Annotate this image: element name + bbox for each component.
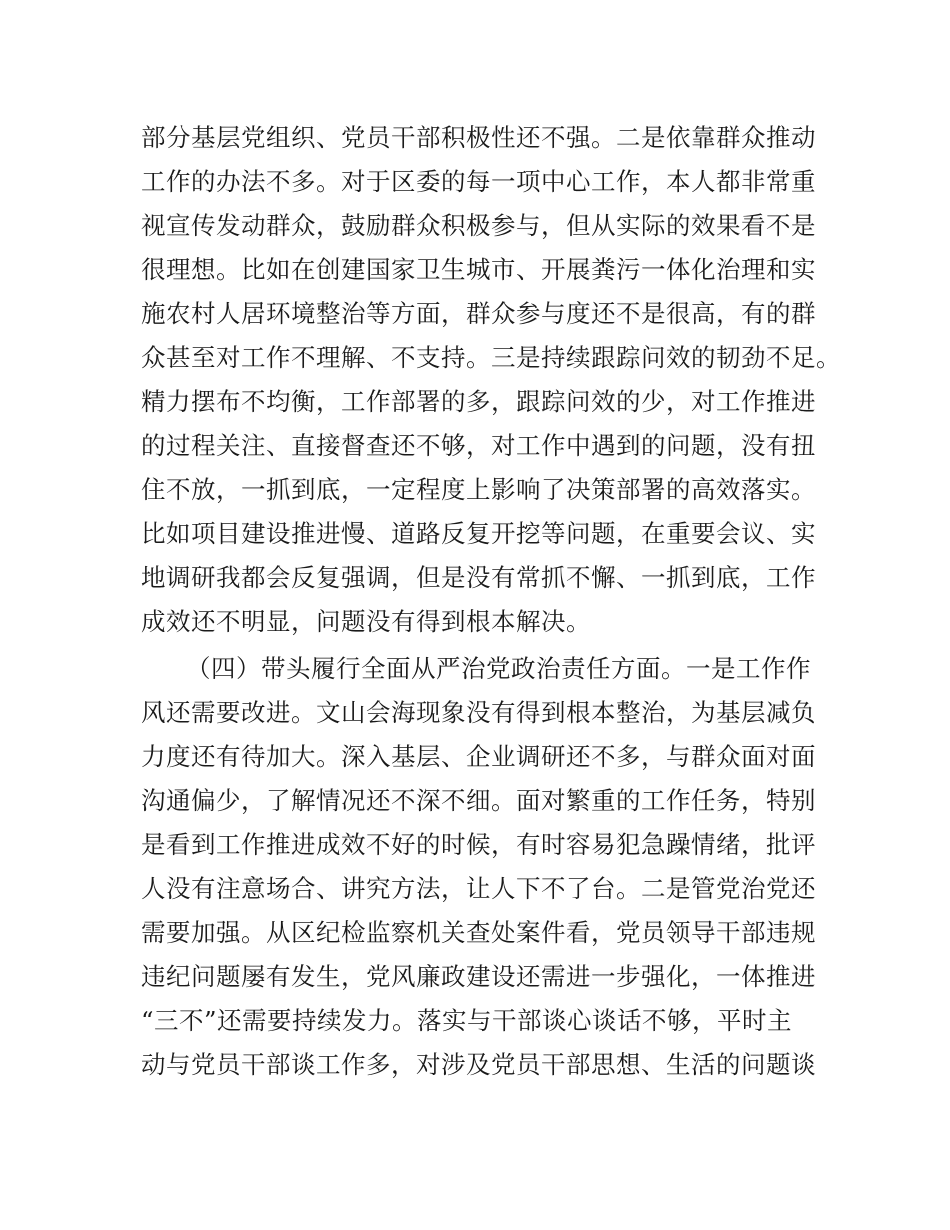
text-line: 的过程关注、直接督查还不够，对工作中遇到的问题，没有扭	[141, 431, 816, 460]
section-heading-line: （四）带头履行全面从严治党政治责任方面。一是工作作	[186, 654, 811, 683]
text-line: 住不放，一抓到底，一定程度上影响了决策部署的高效落实。	[141, 475, 816, 504]
text-line: 众甚至对工作不理解、不支持。三是持续跟踪问效的韧劲不足。	[141, 343, 841, 372]
text-line: 风还需要改进。文山会海现象没有得到根本整治，为基层减负	[141, 698, 816, 727]
text-line: 力度还有待加大。深入基层、企业调研还不多，与群众面对面	[141, 742, 816, 771]
text-line: 工作的办法不多。对于区委的每一项中心工作，本人都非常重	[141, 167, 816, 196]
text-line: 违纪问题屡有发生，党风廉政建设还需进一步强化，一体推进	[141, 962, 816, 991]
text-line: 地调研我都会反复强调，但是没有常抓不懈、一抓到底，工作	[141, 563, 816, 592]
text-line: 部分基层党组织、党员干部积极性还不强。二是依靠群众推动	[141, 123, 816, 152]
text-line: 很理想。比如在创建国家卫生城市、开展粪污一体化治理和实	[141, 255, 816, 284]
text-line: 施农村人居环境整治等方面，群众参与度还不是很高，有的群	[141, 299, 816, 328]
text-line: 动与党员干部谈工作多，对涉及党员干部思想、生活的问题谈	[141, 1050, 816, 1079]
text-line: 沟通偏少，了解情况还不深不细。面对繁重的工作任务，特别	[141, 786, 816, 815]
text-line: 人没有注意场合、讲究方法，让人下不了台。二是管党治党还	[141, 874, 816, 903]
text-line: 需要加强。从区纪检监察机关查处案件看，党员领导干部违规	[141, 918, 816, 947]
text-line: 视宣传发动群众，鼓励群众积极参与，但从实际的效果看不是	[141, 211, 816, 240]
text-line: 精力摆布不均衡，工作部署的多，跟踪问效的少，对工作推进	[141, 387, 816, 416]
text-line: 是看到工作推进成效不好的时候，有时容易犯急躁情绪，批评	[141, 830, 816, 859]
text-line: 比如项目建设推进慢、道路反复开挖等问题，在重要会议、实	[141, 519, 816, 548]
text-line: “三不”还需要持续发力。落实与干部谈心谈话不够，平时主	[141, 1006, 793, 1035]
text-line: 成效还不明显，问题没有得到根本解决。	[141, 607, 591, 636]
